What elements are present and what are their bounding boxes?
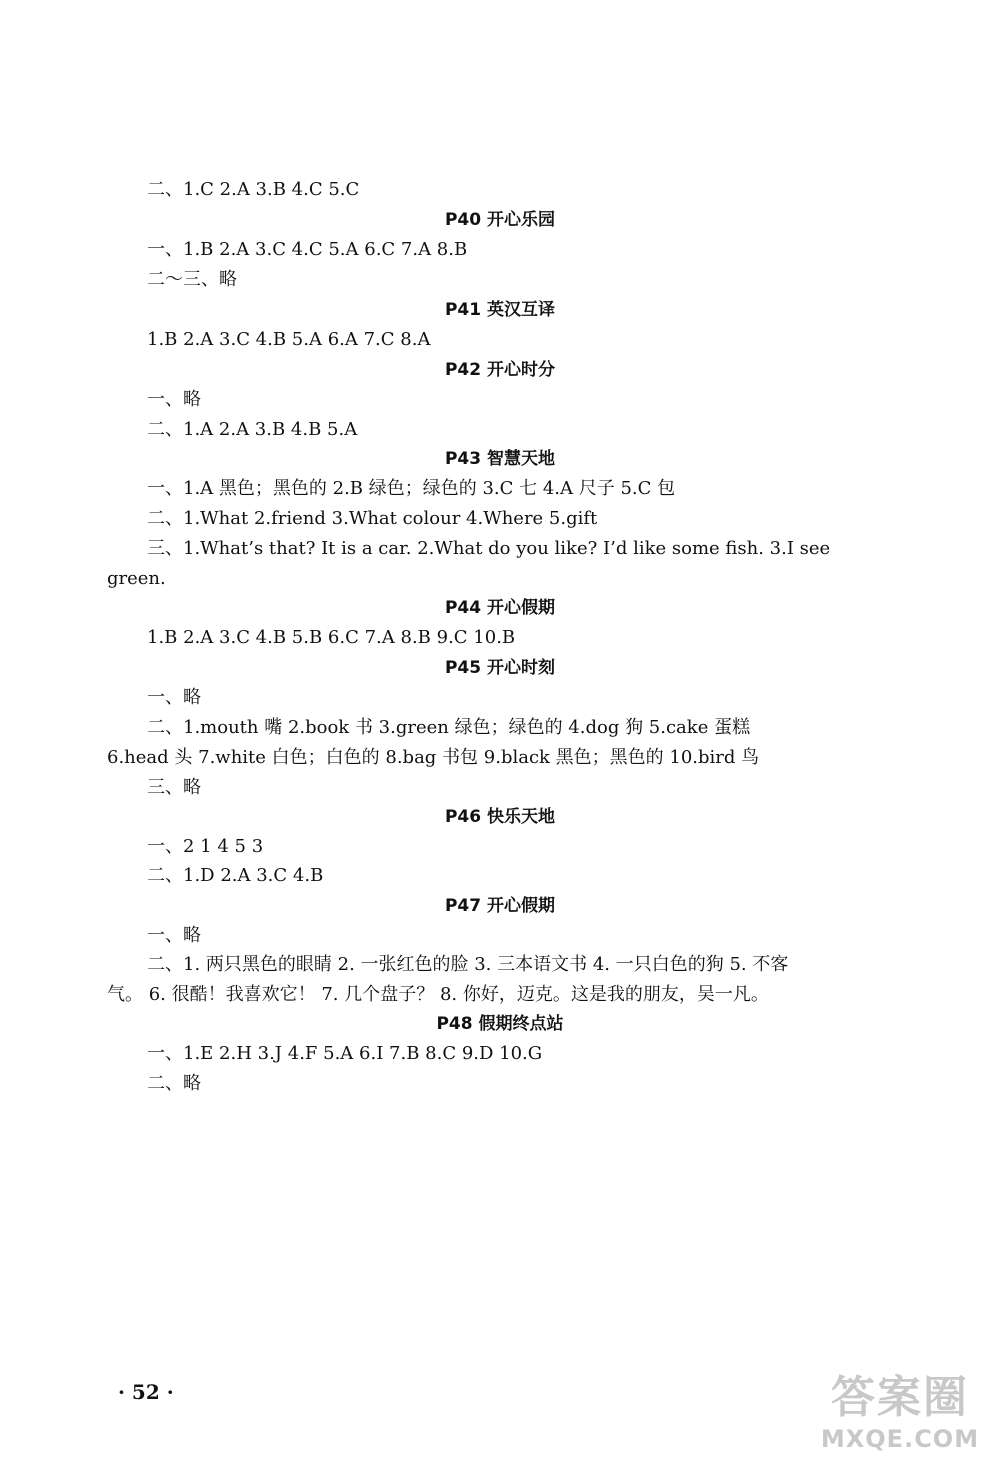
answer-line: 二～三、略 — [147, 269, 237, 290]
answer-line: 一、略 — [147, 687, 201, 708]
watermark-mark: 答案圈 — [831, 1372, 969, 1423]
answer-line: 三、略 — [147, 777, 201, 798]
answer-line: 二、1.C 2.A 3.B 4.C 5.C — [147, 179, 360, 200]
section-heading: P45 开心时刻 — [444, 658, 556, 678]
section-heading: P44 开心假期 — [444, 598, 556, 618]
answer-line: 二、略 — [147, 1073, 201, 1094]
section-heading: P40 开心乐园 — [444, 210, 556, 230]
section-heading: P43 智慧天地 — [444, 449, 556, 469]
answer-line: 一、2 1 4 5 3 — [147, 836, 264, 857]
section-heading: P47 开心假期 — [444, 896, 556, 916]
answer-line: 二、1.mouth 嘴 2.book 书 3.green 绿色；绿色的 4.dog 狗 5.cake 蛋糕 — [147, 717, 751, 738]
answer-line: 二、1.A 2.A 3.B 4.B 5.A — [147, 419, 358, 440]
section-heading: P41 英汉互译 — [444, 300, 556, 320]
answer-line: 二、1. 两只黑色的眼睛 2. 一张红色的脸 3. 三本语文书 4. 一只白色的狗 5. 不客 — [147, 954, 789, 975]
answer-line: 二、1.D 2.A 3.C 4.B — [147, 865, 324, 886]
answer-line: 一、略 — [147, 389, 201, 410]
answer-line: 1.B 2.A 3.C 4.B 5.A 6.A 7.C 8.A — [147, 329, 431, 350]
section-heading: P48 假期终点站 — [436, 1014, 564, 1034]
answer-line: 气。 6. 很酷！我喜欢它！ 7. 几个盘子？ 8. 你好，迈克。这是我的朋友，吴一凡。 — [107, 984, 769, 1005]
answer-line: 三、1.What’s that? It is a car. 2.What do you like? I’d like some fish. 3.I see — [147, 538, 831, 559]
answer-line: 一、1.E 2.H 3.J 4.F 5.A 6.I 7.B 8.C 9.D 10.G — [147, 1043, 543, 1064]
section-heading: P42 开心时分 — [444, 360, 556, 380]
answer-line: 二、1.What 2.friend 3.What colour 4.Where 5.gift — [147, 508, 598, 529]
answer-line: 6.head 头 7.white 白色；白色的 8.bag 书包 9.black 黑色；黑色的 10.bird 鸟 — [107, 747, 760, 768]
watermark-logo — [814, 1372, 986, 1464]
answer-line: 1.B 2.A 3.C 4.B 5.B 6.C 7.A 8.B 9.C 10.B — [147, 627, 516, 648]
watermark-site: MXQE.COM — [820, 1425, 980, 1453]
section-heading: P46 快乐天地 — [444, 807, 556, 827]
answer-line: green. — [107, 568, 166, 589]
answer-line: 一、略 — [147, 925, 201, 946]
answer-line: 一、1.A 黑色；黑色的 2.B 绿色；绿色的 3.C 七 4.A 尺子 5.C 包 — [147, 478, 676, 499]
answer-line: 一、1.B 2.A 3.C 4.C 5.A 6.C 7.A 8.B — [147, 239, 468, 260]
page-number: · 52 · — [118, 1380, 174, 1404]
